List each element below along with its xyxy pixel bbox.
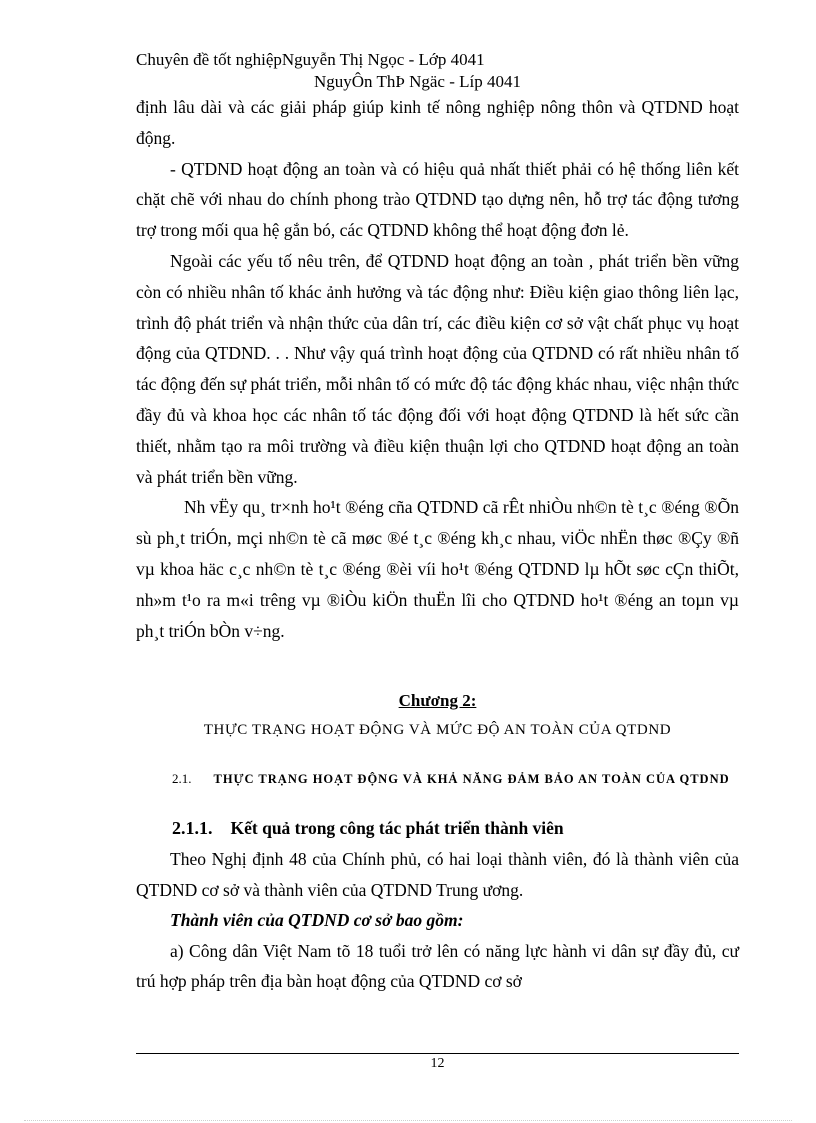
running-header: Chuyên đề tốt nghiệpNguyễn Thị Ngọc - Lớp 4041 xyxy=(136,50,485,69)
section-title: Kết quả trong công tác phát triển thành viên xyxy=(230,818,564,838)
section-heading-2-1 xyxy=(136,768,739,790)
page-bottom-border xyxy=(24,1120,792,1121)
body-text xyxy=(136,92,739,646)
section-heading-2-1-1 xyxy=(172,816,564,840)
paragraph: Ngoài các yếu tố nêu trên, để QTDND hoạt động an toàn , phát triển bền vững còn có nhiều nhân tố khác ảnh hưởng và tác động như: Điều kiện giao thông liên lạc, trình độ phát triển và nhận thức của dân trí, các điều kiện cơ sở vật chất phục vụ hoạt động của QTDND. . . Như vậy quá trình hoạt động của QTDND có rất nhiều nhân tố tác động đến sự phát triển, mỗi nhân tố có mức độ tác động khác nhau, việc nhận thức đầy đủ và khoa học các nhân tố tác động đối với hoạt động QTDND là hết sức cần thiết, nhằm tạo ra môi trường và điều kiện thuận lợi cho QTDND hoạt động an toàn và phát triển bền vững. xyxy=(136,250,739,487)
paragraph-legacy-font: Nh vËy qu¸ tr×nh ho¹t ®éng cña QTDND cã rÊt nhiÒu nh©n tè t¸c ®éng ®Õn sù ph¸t triÓn, mçi nh©n tè cã møc ®é t¸c ®éng kh¸c nhau, viÖc nhËn thøc ®Çy ®ñ vµ khoa häc c¸c nh©n tè t¸c ®éng ®èi víi ho¹t ®éng QTDND lµ hÕt søc cÇn thiÕt, nh»m t¹o ra m«i trêng vµ ®iÒu kiÖn thuËn lîi cho QTDND ho¹t ®éng an toµn vµ ph¸t triÓn bÒn v÷ng. xyxy=(136,497,739,641)
chapter-subtitle: THỰC TRẠNG HOẠT ĐỘNG VÀ MỨC ĐỘ AN TOÀN CỦA QTDND xyxy=(203,722,672,738)
section-number: 2.1.1. xyxy=(172,818,213,838)
body-text-section xyxy=(136,844,739,997)
paragraph: a) Công dân Việt Nam tõ 18 tuổi trở lên có năng lực hành vi dân sự đầy đủ, cư trú hợp pháp trên địa bàn hoạt động của QTDND cơ sở xyxy=(136,940,739,991)
paragraph: định lâu dài và các giải pháp giúp kinh tế nông nghiệp nông thôn và QTDND hoạt động. xyxy=(136,97,739,148)
paragraph: - QTDND hoạt động an toàn và có hiệu quả nhất thiết phải có hệ thống liên kết chặt chẽ với nhau do chính phong trào QTDND tạo dựng nên, hỗ trợ tác động tương trợ trong mối qua hệ gắn bó, các QTDND không thể hoạt động đơn lẻ. xyxy=(136,158,739,241)
footer-rule xyxy=(136,1053,739,1054)
running-header-legacy-font: NguyÔn ThÞ Ngäc - Líp 4041 xyxy=(314,72,521,91)
page-number: 12 xyxy=(430,1056,445,1071)
section-title: THỰC TRẠNG HOẠT ĐỘNG VÀ KHẢ NĂNG ĐẢM BẢO AN TOÀN CỦA QTDND xyxy=(213,772,730,786)
chapter-title: Chương 2: xyxy=(398,691,477,710)
sub-heading: Thành viên của QTDND cơ sở bao gồm: xyxy=(170,910,464,930)
section-number: 2.1. xyxy=(172,771,192,786)
paragraph: Theo Nghị định 48 của Chính phủ, có hai loại thành viên, đó là thành viên của QTDND cơ sở và thành viên của QTDND Trung ương. xyxy=(136,849,739,900)
